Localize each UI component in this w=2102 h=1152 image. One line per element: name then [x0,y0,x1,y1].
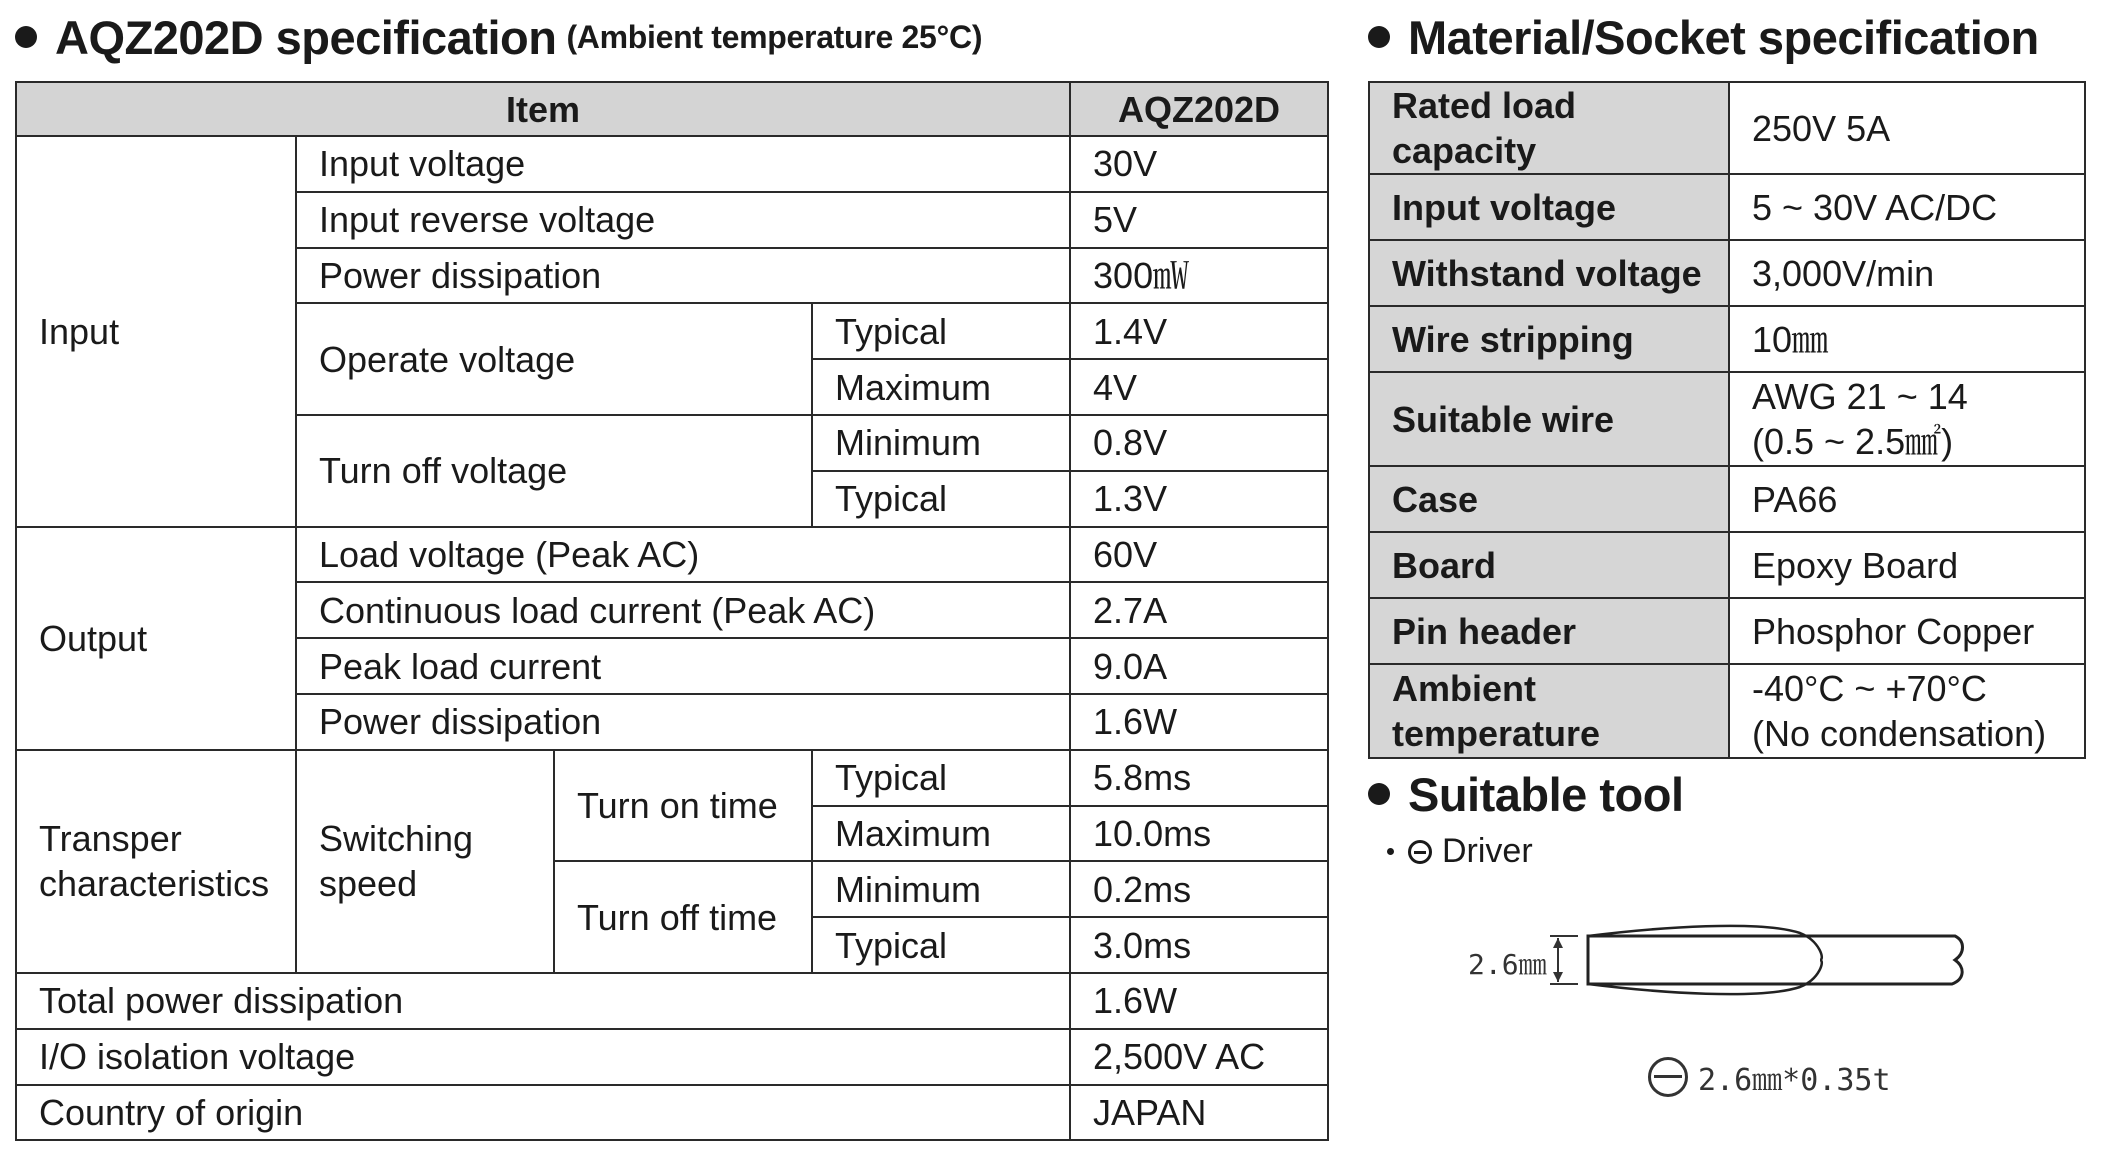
row-label: Case [1369,466,1729,532]
row-label: Load voltage (Peak AC) [296,527,1070,583]
row-value: 2,500V AC [1070,1029,1328,1085]
dimension-arrow-up [1553,938,1563,948]
bullet-icon [1368,26,1390,48]
row-value [1729,664,2085,758]
row-value: 5.8ms [1070,750,1328,806]
table-row [16,973,1328,1029]
transfer-group-line2: characteristics [39,863,270,905]
row-value: Phosphor Copper [1729,598,2085,664]
condition-label: Minimum [812,861,1070,917]
spec-heading [15,8,982,66]
material-table [1368,81,2086,759]
row-label: Turn on time [554,750,812,862]
transfer-group-cell [16,750,296,973]
row-label: Suitable wire [1369,372,1729,466]
condition-label: Typical [812,303,1070,359]
row-value: 10.0ms [1070,806,1328,862]
switching-speed-cell [296,750,554,973]
spec-heading-subtitle: (Ambient temperature 25°C) [566,18,983,55]
row-value: 9.0A [1070,638,1328,694]
condition-label: Typical [812,750,1070,806]
item-header: Item [16,82,1070,136]
row-value: 300㎽ [1070,248,1328,304]
taper-curve-bottom [1588,960,1822,994]
taper-curve-top [1588,926,1822,960]
row-label: Power dissipation [296,248,1070,304]
row-value: 2.7A [1070,582,1328,638]
table-row [16,527,1328,583]
row-value: 4V [1070,359,1328,415]
row-label: I/O isolation voltage [16,1029,1070,1085]
row-label: Power dissipation [296,694,1070,750]
row-label: Board [1369,532,1729,598]
bullet-icon [1368,783,1390,805]
table-row [1369,240,2085,306]
row-label: Input voltage [1369,174,1729,240]
row-label [1369,664,1729,758]
label-line2: temperature [1392,713,1601,754]
row-value: 60V [1070,527,1328,583]
table-row [1369,174,2085,240]
input-group-cell: Input [16,136,296,527]
row-value: 1.3V [1070,471,1328,527]
condition-label: Typical [812,917,1070,973]
row-value: 5V [1070,192,1328,248]
row-label: Input voltage [296,136,1070,192]
table-row [1369,598,2085,664]
row-label: Rated load capacity [1369,82,1729,174]
condition-label: Maximum [812,806,1070,862]
driver-label: Driver [1442,832,1533,870]
condition-label: Minimum [812,415,1070,471]
row-value: 30V [1070,136,1328,192]
table-row [16,750,1328,806]
blade-dimension-label: 2.6㎜ [1468,948,1547,981]
driver-item [1387,832,1533,871]
transfer-group-line1: Transper [39,818,182,860]
blade-outline [1588,936,1963,984]
row-label: Operate voltage [296,303,812,415]
row-label: Input reverse voltage [296,192,1070,248]
table-row [1369,466,2085,532]
list-dot-icon [1387,848,1394,855]
row-value: Epoxy Board [1729,532,2085,598]
material-heading [1368,8,2039,66]
switching-line2: speed [319,863,418,905]
dimension-arrow-down [1553,972,1563,982]
row-value: 10㎜ [1729,306,2085,372]
row-value: 0.2ms [1070,861,1328,917]
value-line1: AWG 21 ~ 14 [1752,376,1968,417]
row-value: 250V 5A [1729,82,2085,174]
bullet-icon [15,26,37,48]
row-value: JAPAN [1070,1085,1328,1141]
table-row [1369,664,2085,758]
condition-label: Maximum [812,359,1070,415]
row-label: Turn off voltage [296,415,812,527]
tool-heading [1368,765,1684,823]
row-label: Turn off time [554,861,812,973]
table-row [1369,532,2085,598]
table-row [1369,372,2085,466]
tip-spec [1648,1055,1891,1099]
row-label: Total power dissipation [16,973,1070,1029]
table-row [16,1085,1328,1141]
table-row [16,1029,1328,1085]
row-label: Pin header [1369,598,1729,664]
label-line1: Ambient [1392,668,1536,709]
row-value: 3.0ms [1070,917,1328,973]
row-value: PA66 [1729,466,2085,532]
value-line2: (0.5 ~ 2.5㎟) [1752,421,1954,462]
table-row [16,136,1328,192]
row-value [1729,372,2085,466]
spec-table [15,81,1329,1141]
switching-line1: Switching [319,818,474,860]
spec-heading-title: AQZ202D specification [55,10,557,64]
tip-spec-label: 2.6㎜*0.35t [1698,1063,1891,1098]
output-group-cell: Output [16,527,296,750]
value-line1: -40°C ~ +70°C [1752,668,1987,709]
row-value: 5 ~ 30V AC/DC [1729,174,2085,240]
row-label: Withstand voltage [1369,240,1729,306]
row-label: Peak load current [296,638,1070,694]
tool-heading-title: Suitable tool [1408,767,1684,821]
table-header-row [16,82,1328,136]
row-value: 1.6W [1070,694,1328,750]
row-label: Continuous load current (Peak AC) [296,582,1070,638]
table-row [1369,306,2085,372]
row-value: 1.4V [1070,303,1328,359]
row-value: 0.8V [1070,415,1328,471]
flathead-tip-icon [1648,1057,1688,1097]
flathead-slot-icon [1408,840,1432,864]
row-value: 3,000V/min [1729,240,2085,306]
row-value: 1.6W [1070,973,1328,1029]
value-line2: (No condensation) [1752,713,2047,754]
material-heading-title: Material/Socket specification [1408,10,2039,64]
table-row [1369,82,2085,174]
row-label: Country of origin [16,1085,1070,1141]
condition-label: Typical [812,471,1070,527]
model-header: AQZ202D [1070,82,1328,136]
row-label: Wire stripping [1369,306,1729,372]
